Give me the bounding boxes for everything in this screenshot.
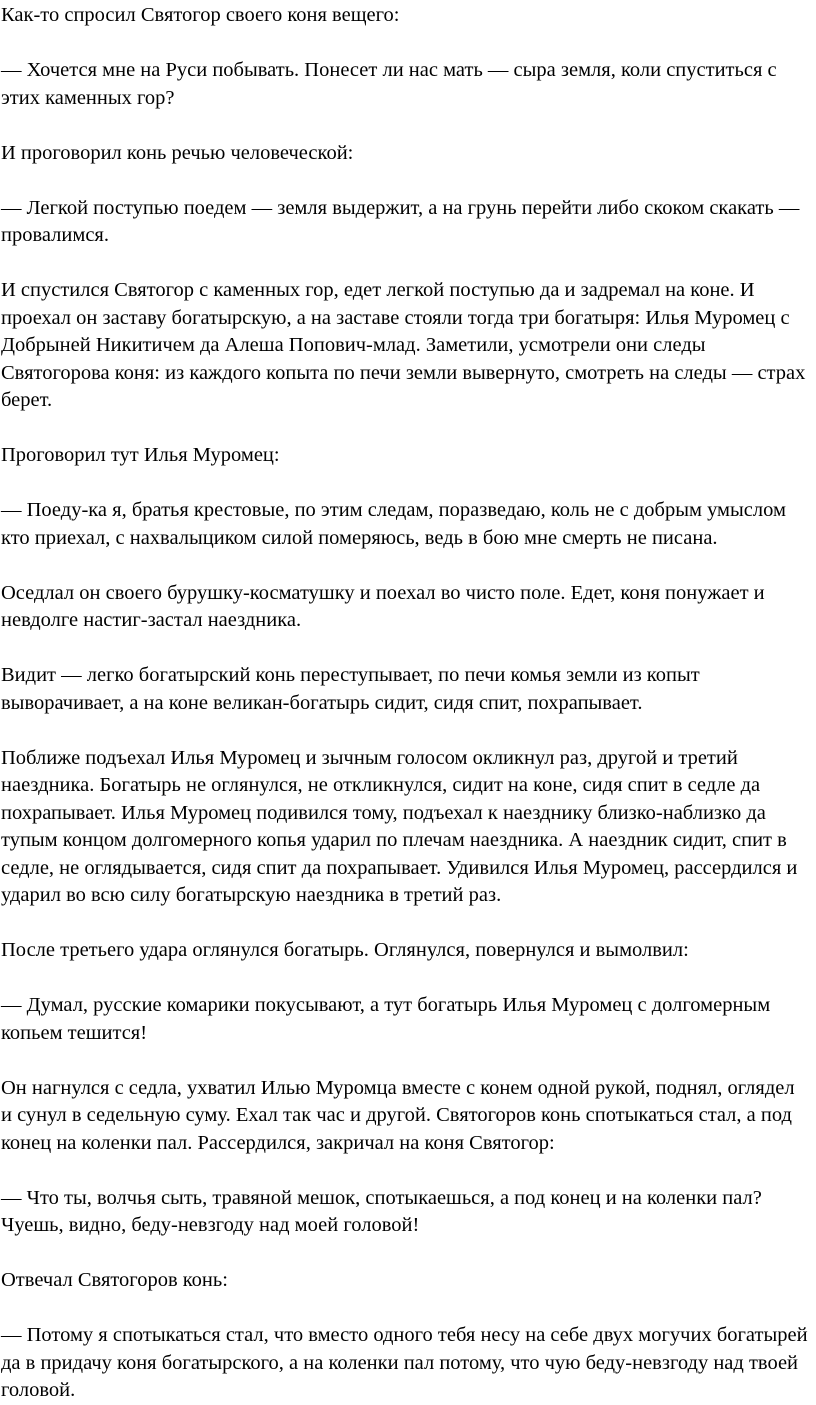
paragraph-1: Как-то спросил Святогор своего коня вещего:	[1, 4, 400, 26]
paragraph-13: Он нагнулся с седла, ухватил Илью Муромца вместе с конем одной рукой, поднял, оглядел и сунул в седельную суму. Ехал так час и другой. Святогоров конь спотыкаться стал, а под конец на коленки пал. Рассердился, закричал на коня Святогор:	[1, 1076, 795, 1154]
paragraph-7: — Поеду-ка я, братья крестовые, по этим следам, поразведаю, коль не с добрым умыслом кто приехал, с нахвалыциком силой померяюсь, ведь в бою мне смерть не писана.	[1, 499, 786, 549]
paragraph-8: Оседлал он своего бурушку-косматушку и поехал во чисто поле. Едет, коня понужает и невдолге настиг-застал наездника.	[1, 581, 765, 631]
paragraph-6: Проговорил тут Илья Муромец:	[1, 444, 280, 466]
paragraph-15: Отвечал Святогоров конь:	[1, 1269, 228, 1291]
paragraph-5: И спустился Святогор с каменных гор, едет легкой поступью да и задремал на коне. И проехал он заставу богатырскую, а на заставе стояли тогда три богатыря: Илья Муромец с Добрыней Никитичем да Алеша Попович-млад. Заметили, усмотрели они следы Святогорова коня: из каждого копыта по печи земли вывернуто, смотреть на следы — страх берет.	[1, 279, 806, 411]
paragraph-11: После третьего удара оглянулся богатырь. Оглянулся, повернулся и вымолвил:	[1, 939, 689, 961]
paragraph-9: Видит — легко богатырский конь переступывает, по печи комья земли из копыт выворачивает, а на коне великан-богатырь сидит, сидя спит, похрапывает.	[1, 664, 700, 714]
paragraph-14: — Что ты, волчья сыть, травяной мешок, спотыкаешься, а под конец и на коленки пал? Чуешь, видно, беду-невзгоду над моей головой!	[1, 1186, 762, 1236]
paragraph-3: И проговорил конь речью человеческой:	[1, 141, 354, 164]
paragraph-10: Поближе подъехал Илья Муромец и зычным голосом окликнул раз, другой и третий наездника. Богатырь не оглянулся, не откликнулся, сидит на коне, сидя спит в седле да похрапывает. Илья Муромец подивился тому, подъехал к наезднику близко-наблизко да тупым концом долгомерного копья ударил по плечам наездника. А наездник сидит, спит в седле, не оглядывается, сидя спит да похрапывает. Удивился Илья Муромец, рассердился и ударил во всю силу богатырскую наездника в третий раз.	[1, 746, 798, 906]
paragraph-16: — Потому я спотыкаться стал, что вместо одного тебя несу на себе двух могучих богатырей да в придачу коня богатырского, а на коленки пал потому, что чую беду-невзгоду над твоей головой.	[1, 1324, 808, 1401]
paragraph-2: — Хочется мне на Руси побывать. Понесет ли нас мать — сыра земля, коли спуститься с этих каменных гор?	[1, 59, 777, 109]
paragraph-12: — Думал, русские комарики покусывают, а тут богатырь Илья Муромец с долгомерным копьем тешится!	[1, 994, 771, 1044]
paragraph-4: — Легкой поступью поедем — земля выдержит, а на грунь перейти либо скоком скакать — провалимся.	[1, 196, 800, 246]
